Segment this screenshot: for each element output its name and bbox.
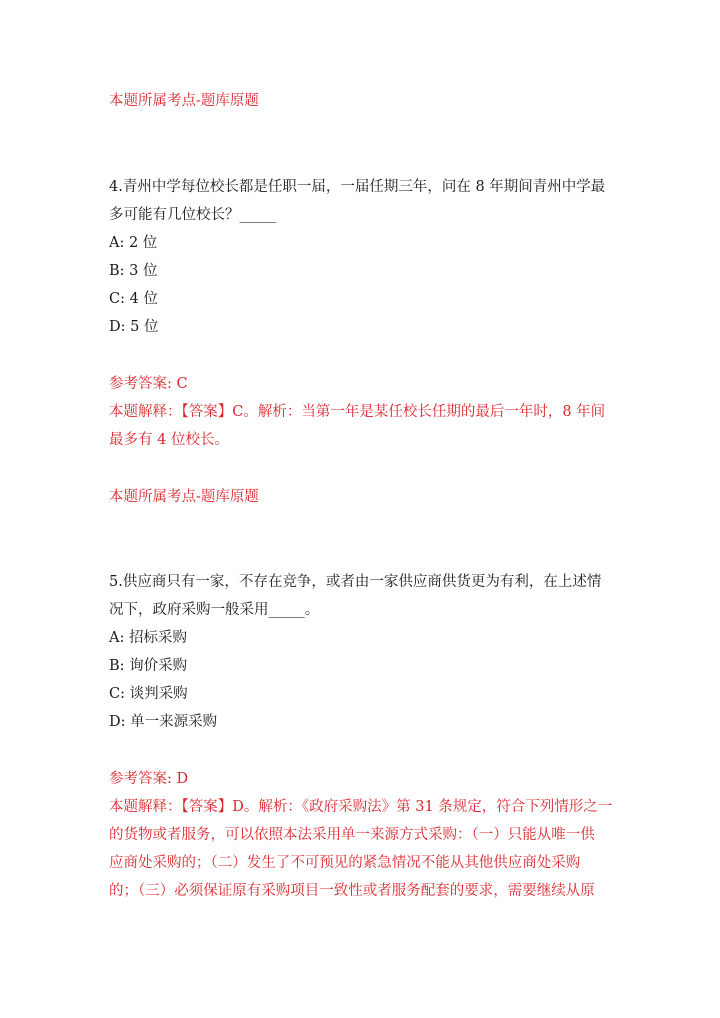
- question-4-explanation-line-2: 最多有 4 位校长。: [109, 432, 229, 448]
- question-5-option-d: D: 单一来源采购: [109, 714, 218, 730]
- question-5-option-b: B: 询价采购: [109, 658, 188, 674]
- question-5-explanation-line-2: 的货物或者服务，可以依照本法采用单一来源方式采购：（一）只能从唯一供: [109, 827, 595, 843]
- question-4-option-a: A: 2 位: [109, 235, 158, 251]
- question-5-option-a: A: 招标采购: [109, 630, 187, 646]
- question-4-stem-line-2: 多可能有几位校长？_____: [109, 207, 276, 223]
- topic-label-1: 本题所属考点-题库原题: [109, 93, 259, 109]
- question-5-explanation-line-3: 应商处采购的；（二）发生了不可预见的紧急情况不能从其他供应商处采购: [109, 855, 581, 871]
- question-5-explanation-line-1: 本题解释：【答案】D。解析：《政府采购法》第 31 条规定，符合下列情形之一: [109, 799, 613, 815]
- question-5-answer: 参考答案: D: [109, 771, 189, 787]
- question-5-explanation-line-4: 的；（三）必须保证原有采购项目一致性或者服务配套的要求，需要继续从原: [109, 883, 595, 899]
- question-5-stem-line-1: 5.供应商只有一家，不存在竞争，或者由一家供应商供货更为有利，在上述情: [109, 574, 602, 590]
- question-5-option-c: C: 谈判采购: [109, 686, 188, 702]
- question-4-explanation-line-1: 本题解释：【答案】C。解析：当第一年是某任校长任期的最后一年时，8 年间: [109, 404, 606, 420]
- question-4-option-b: B: 3 位: [109, 263, 158, 279]
- question-4-option-c: C: 4 位: [109, 291, 158, 307]
- question-4-option-d: D: 5 位: [109, 319, 159, 335]
- question-5-stem-line-2: 况下，政府采购一般采用_____。: [109, 602, 320, 618]
- question-4-answer: 参考答案: C: [109, 376, 188, 392]
- question-4-stem-line-1: 4.青州中学每位校长都是任职一届，一届任期三年，问在 8 年期间青州中学最: [109, 179, 606, 195]
- question-4-topic-label: 本题所属考点-题库原题: [109, 489, 259, 505]
